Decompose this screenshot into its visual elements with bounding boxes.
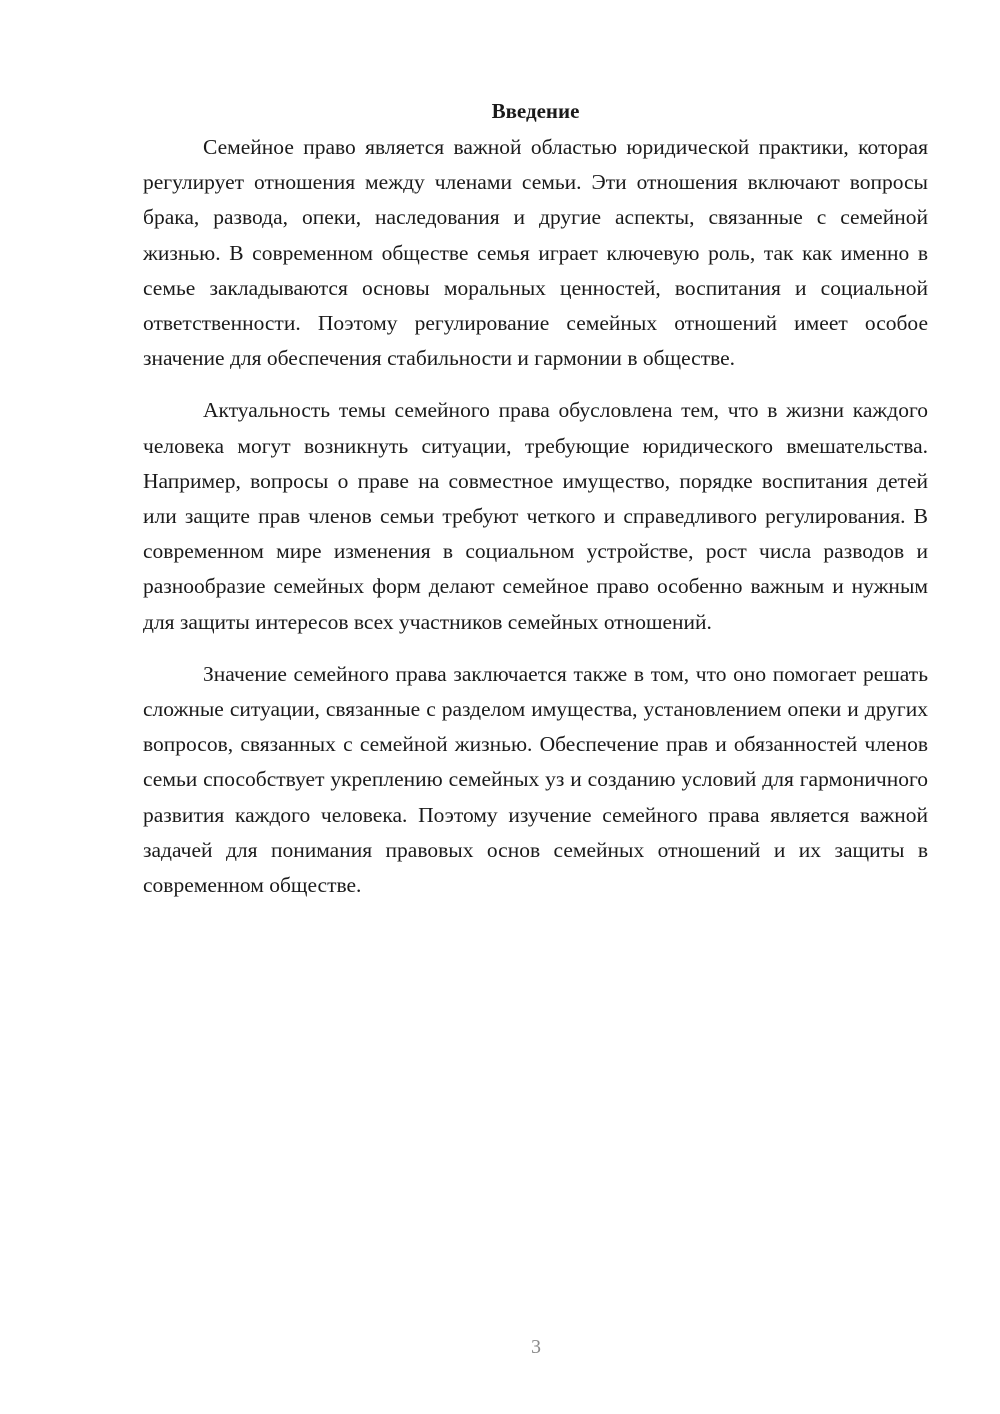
page-body (143, 96, 928, 920)
paragraph-3: Значение семейного права заключается также в том, что оно помогает решать сложные ситуации, связанные с разделом имущества, установлением опеки и других вопросов, связанных с семейной жизнью. Обеспечение прав и обязанностей членов семьи способствует укреплению семейных уз и созданию условий для гармоничного развития каждого человека. Поэтому изучение семейного права является важной задачей для понимания правовых основ семейных отношений и их защиты в современном обществе. (143, 661, 928, 898)
paragraph-1: Семейное право является важной областью юридической практики, которая регулирует отношения между членами семьи. Эти отношения включают вопросы брака, развода, опеки, наследования и другие аспекты, связанные с семейной жизнью. В современном обществе семья играет ключевую роль, так как именно в семье закладываются основы моральных ценностей, воспитания и социальной ответственности. Поэтому регулирование семейных отношений имеет особое значение для обеспечения стабильности и гармонии в обществе. (143, 135, 928, 371)
paragraph-2: Актуальность темы семейного права обусловлена тем, что в жизни каждого человека могут возникнуть ситуации, требующие юридического вмешательства. Например, вопросы о праве на совместное имущество, порядке воспитания детей или защите прав членов семьи требуют четкого и справедливого регулирования. В современном мире изменения в социальном устройстве, рост числа разводов и разнообразие семейных форм делают семейное право особенно важным и нужным для защиты интересов всех участников семейных отношений. (143, 398, 928, 634)
section-heading: Введение (491, 99, 580, 123)
page-number: 3 (531, 1336, 541, 1358)
